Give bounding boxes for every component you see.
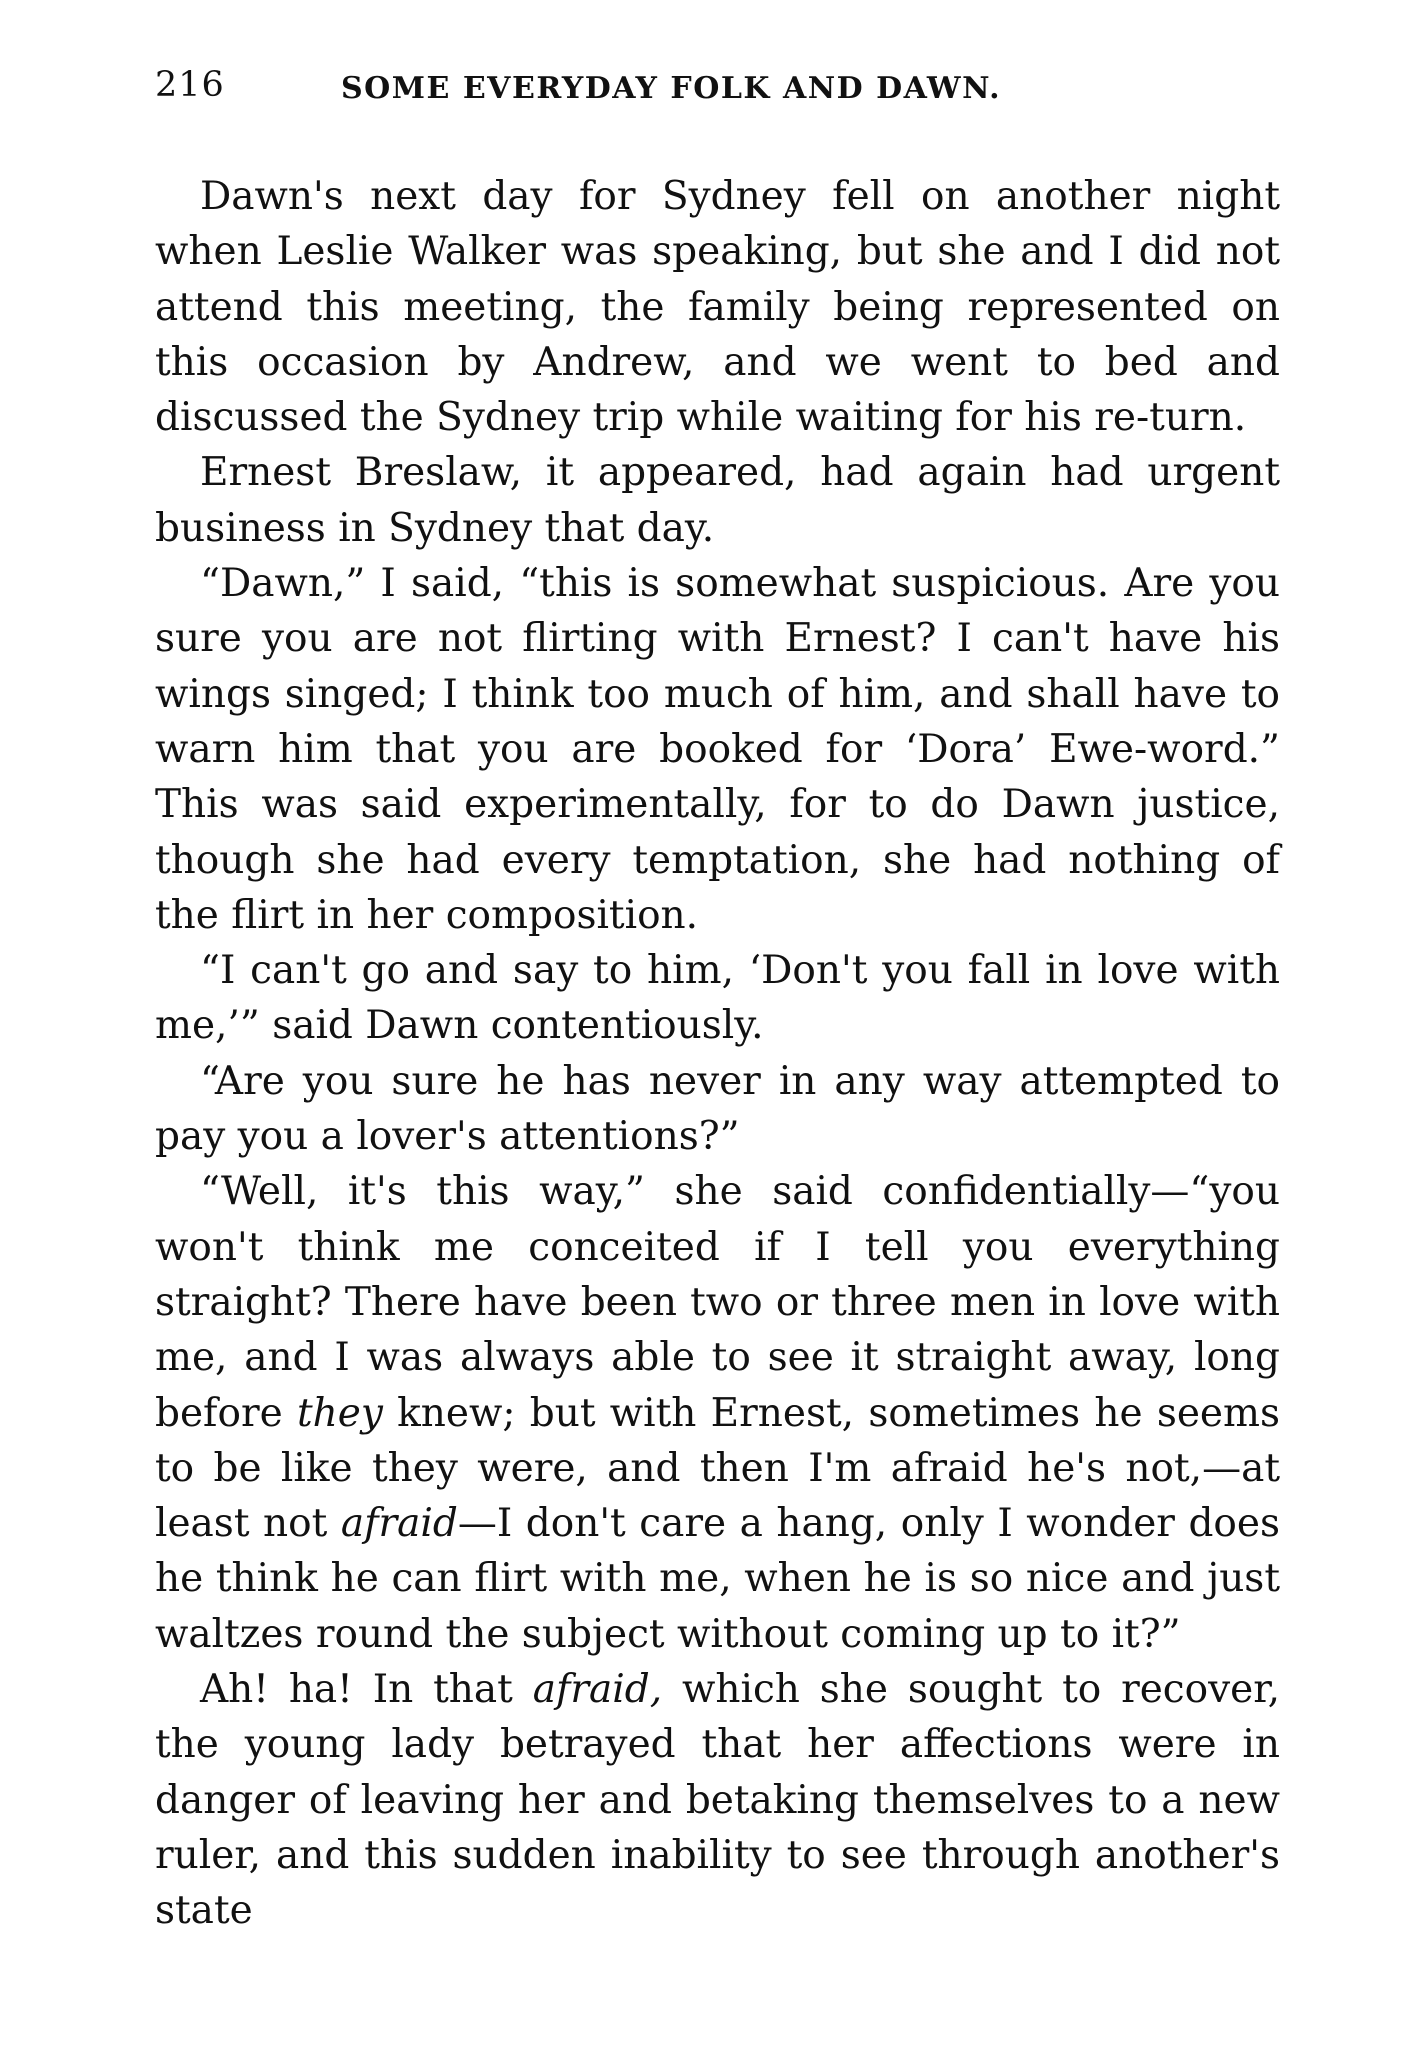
body-text — [155, 169, 1280, 1939]
page-header — [155, 65, 1280, 123]
running-head: SOME EVERYDAY FOLK AND DAWN. — [341, 71, 1002, 106]
paragraph-5: “Are you sure he has never in any way attempted to pay you a lover's attentions?” — [155, 1058, 1280, 1160]
paragraph-6-italic-afraid: afraid — [340, 1501, 458, 1547]
paragraph-6-text-a: “Well, it's this way,” she said confidentially—“you won't think me conceited if I tell you everything straight? There have been two or three men in love with me, and I was always able to see it straight away, long before — [155, 1169, 1280, 1436]
paragraph-7-text-a: Ah! ha! In that — [200, 1667, 533, 1713]
paragraph-6-text-e: —I don't care a hang, only I wonder does he think he can flirt with me, when he is so nice and just waltzes round the subject without coming up to it?” — [155, 1501, 1280, 1657]
paragraph-6-italic-they: they — [296, 1390, 383, 1436]
page-number: 216 — [155, 65, 225, 105]
paragraph-4: “I can't go and say to him, ‘Don't you fall in love with me,’” said Dawn contentiously. — [155, 948, 1280, 1049]
paragraph-2: Ernest Breslaw, it appeared, had again had urgent business in Sydney that day. — [155, 450, 1280, 551]
paragraph-3: “Dawn,” I said, “this is somewhat suspicious. Are you sure you are not flirting with Ernest? I can't have his wings singed; I think too much of him, and shall have to warn him that you are booked for ‘Dora’ Ewe-word.” This was said experimentally, for to do Dawn justice, though she had every temptation, she had nothing of the flirt in her composition. — [155, 561, 1280, 938]
paragraph-1: Dawn's next day for Sydney fell on another night when Leslie Walker was speaking, but she and I did not attend this meeting, the family being represented on this occasion by Andrew, and we went to bed and discussed the Sydney trip while waiting for his re-turn. — [155, 174, 1280, 441]
book-page — [155, 65, 1280, 1939]
paragraph-7-text-c: which she sought to recover, the young lady betrayed that her affections were in danger of leaving her and betaking themselves to a new ruler, and this sudden inability to see through another's state — [155, 1667, 1280, 1934]
paragraph-6 — [155, 1164, 1280, 1662]
paragraph-7-italic-afraid: afraid, — [532, 1667, 663, 1713]
paragraph-7 — [155, 1662, 1280, 1938]
paragraph-6-text-c: knew; but with Ernest, sometimes he seems to be like they were, and then I'm afraid he's not,—at least not — [155, 1390, 1280, 1547]
